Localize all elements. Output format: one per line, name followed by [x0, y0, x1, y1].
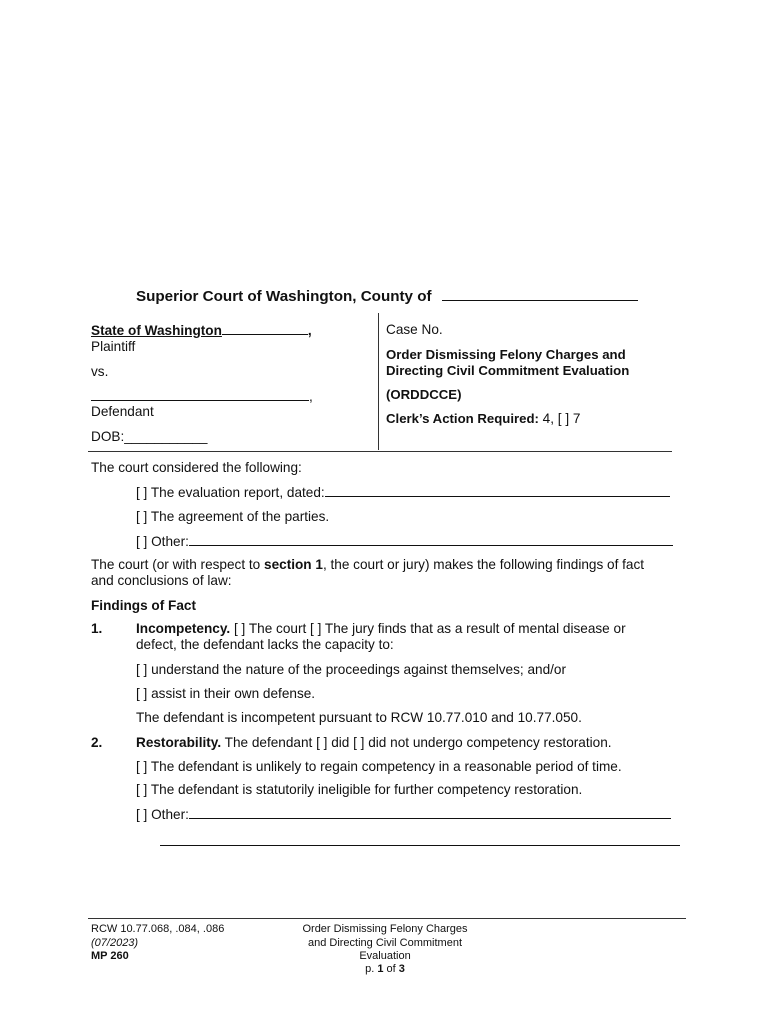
- findings-heading: Findings of Fact: [91, 598, 196, 613]
- item1-line1: Incompetency. [ ] The court [ ] The jury finds that as a result of mental disease or: [136, 621, 626, 636]
- intro-line1: The court (or with respect to section 1, the court or jury) makes the following findings of fact: [91, 557, 645, 572]
- defendant-label: Defendant: [91, 404, 154, 419]
- item2-option-other[interactable]: [ ] Other:: [136, 806, 671, 822]
- caption-divider: [378, 313, 379, 450]
- county-blank[interactable]: [442, 288, 638, 301]
- clerk-action: [386, 411, 580, 426]
- order-code: (ORDDCCE): [386, 387, 462, 402]
- court-caption-title: [136, 288, 638, 305]
- item2-line1: Restorability. The defendant [ ] did [ ] did not undergo competency restoration.: [136, 735, 612, 750]
- item1-option-understand[interactable]: [ ] understand the nature of the proceedings against themselves; and/or: [136, 662, 566, 677]
- clerk-action-label: Clerk’s Action Required:: [386, 411, 539, 426]
- considered-heading: The court considered the following:: [91, 460, 302, 475]
- order-title-line1: Order Dismissing Felony Charges and: [386, 347, 626, 362]
- item1-option-assist[interactable]: [ ] assist in their own defense.: [136, 686, 316, 701]
- plaintiff-name-line: State of Washington ,: [91, 323, 312, 338]
- footer-title-line1: Order Dismissing Felony Charges: [302, 923, 468, 935]
- item2-title: Restorability.: [136, 735, 222, 750]
- footer-title-line2: and Directing Civil Commitment: [307, 937, 463, 949]
- plaintiff-name: State of Washington: [91, 323, 222, 338]
- item2-other-blank[interactable]: [189, 806, 671, 819]
- item1-number: 1.: [91, 621, 103, 636]
- plaintiff-blank: [222, 322, 308, 335]
- defendant-name-line: ,: [91, 388, 313, 404]
- footer-rcw: RCW 10.77.068, .084, .086: [91, 923, 225, 935]
- clerk-action-value: 4, [ ] 7: [538, 411, 581, 426]
- item1-conclusion: The defendant is incompetent pursuant to RCW 10.77.010 and 10.77.050.: [136, 710, 582, 725]
- intro-line2: and conclusions of law:: [91, 573, 232, 588]
- item2-option-ineligible[interactable]: [ ] The defendant is statutorily ineligible for further competency restoration.: [136, 782, 583, 797]
- option-agreement[interactable]: [ ] The agreement of the parties.: [136, 509, 330, 524]
- vs-label: vs.: [91, 364, 109, 379]
- item2-number: 2.: [91, 735, 103, 750]
- footer-title-line3: Evaluation: [359, 950, 411, 962]
- caption-bottom-rule: [88, 451, 672, 452]
- order-title-line2: Directing Civil Commitment Evaluation: [386, 363, 630, 378]
- other-blank[interactable]: [189, 533, 673, 546]
- item2-other-continuation[interactable]: [160, 845, 680, 846]
- defendant-name-blank[interactable]: [91, 388, 309, 401]
- footer-form-number: MP 260: [91, 950, 129, 962]
- item2-option-unlikely[interactable]: [ ] The defendant is unlikely to regain competency in a reasonable period of time.: [136, 759, 622, 774]
- footer-rule: [88, 918, 686, 919]
- report-date-blank[interactable]: [325, 484, 670, 497]
- plaintiff-label: Plaintiff: [91, 339, 136, 354]
- option-evaluation-report[interactable]: [ ] The evaluation report, dated:: [136, 484, 670, 500]
- item1-line2: defect, the defendant lacks the capacity to:: [136, 637, 394, 652]
- case-number-label: Case No.: [386, 322, 443, 337]
- option-other[interactable]: [ ] Other:: [136, 533, 673, 549]
- item1-title: Incompetency.: [136, 621, 231, 636]
- court-prefix: Superior Court of Washington, County of: [136, 288, 432, 305]
- dob-field[interactable]: DOB:___________: [91, 429, 208, 444]
- footer-date: (07/2023): [91, 937, 139, 949]
- footer-page-number: p. 1 of 3: [365, 963, 405, 975]
